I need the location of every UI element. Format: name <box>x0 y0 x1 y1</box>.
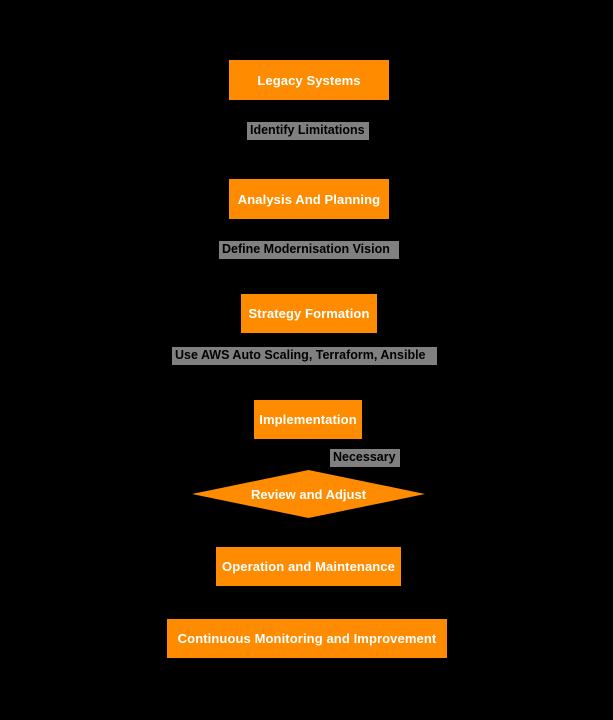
edge-label-implementation-to-review: Necessary <box>330 449 400 467</box>
node-label: Continuous Monitoring and Improvement <box>177 631 437 646</box>
node-label: Legacy Systems <box>257 72 361 88</box>
flow-connector <box>308 140 309 179</box>
flow-connector <box>308 333 309 347</box>
decision-node-review[interactable] <box>192 470 425 518</box>
edge-label-legacy-to-analysis: Identify Limitations <box>247 122 369 140</box>
flow-connector <box>308 259 309 294</box>
process-node-monitoring[interactable] <box>167 619 447 658</box>
process-node-legacy[interactable] <box>229 60 389 100</box>
node-label: Review and Adjust <box>250 486 367 502</box>
process-node-operation[interactable] <box>216 547 401 586</box>
node-label: Strategy Formation <box>248 306 370 321</box>
flow-connector <box>308 100 309 122</box>
node-label: Analysis And Planning <box>237 191 381 207</box>
flow-connector <box>308 219 309 241</box>
flow-connector <box>308 439 309 470</box>
process-node-implementation[interactable] <box>254 400 362 439</box>
process-node-strategy[interactable] <box>241 294 377 333</box>
flow-connector <box>308 518 309 547</box>
flow-connector <box>308 586 309 619</box>
process-node-analysis[interactable] <box>229 179 389 219</box>
edge-label-analysis-to-strategy: Define Modernisation Vision <box>219 241 399 259</box>
node-label: Implementation <box>259 412 357 427</box>
edge-label-strategy-to-implementation: Use AWS Auto Scaling, Terraform, Ansible <box>172 347 437 365</box>
flow-connector <box>308 365 309 400</box>
node-label: Operation and Maintenance <box>222 559 395 574</box>
